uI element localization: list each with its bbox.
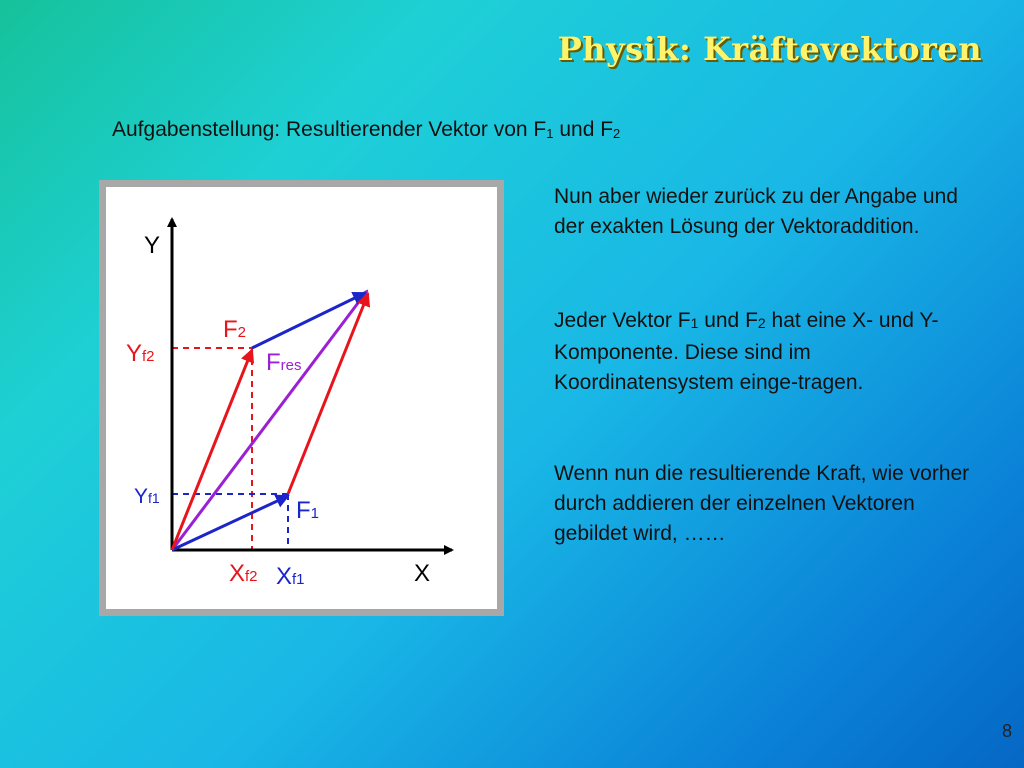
axis-x-label: X bbox=[414, 560, 431, 587]
task-subtitle: Aufgabenstellung: Resultierender Vektor von $F_1$ und $F_2$ bbox=[112, 118, 621, 141]
label-yf2: Yf2 bbox=[126, 340, 155, 367]
axis-y-label: Y bbox=[144, 232, 161, 259]
slide-title: Physik: Kräftevektoren bbox=[557, 30, 982, 68]
label-xf1: Xf1 bbox=[276, 563, 305, 590]
diagram-canvas bbox=[106, 187, 497, 609]
label-yf1: Yf1 bbox=[134, 485, 160, 508]
paragraph-resultant: Wenn nun die resultierende Kraft, wie vorher durch addieren der einzelnen Vektoren gebildet wird, …… bbox=[554, 462, 970, 545]
vector-fres bbox=[172, 291, 367, 550]
vector-f1-shifted bbox=[252, 293, 365, 348]
label-f2: F2 bbox=[223, 316, 247, 343]
diagram-frame bbox=[99, 180, 504, 616]
label-fres: Fres bbox=[266, 349, 302, 376]
paragraph-intro: Nun aber wieder zurück zu der Angabe und der exakten Lösung der Vektoraddition. bbox=[554, 185, 958, 238]
label-f1: F1 bbox=[296, 497, 320, 524]
vector-f2 bbox=[172, 350, 252, 550]
vector-diagram bbox=[106, 187, 497, 609]
page-number: 8 bbox=[1001, 721, 1012, 741]
paragraph-components: Jeder Vektor $F_1$ und $F_2$ hat eine X- und Y-Komponente. Diese sind im Koordinatensystem einge-tragen. bbox=[554, 309, 939, 394]
label-xf2: Xf2 bbox=[229, 560, 258, 587]
